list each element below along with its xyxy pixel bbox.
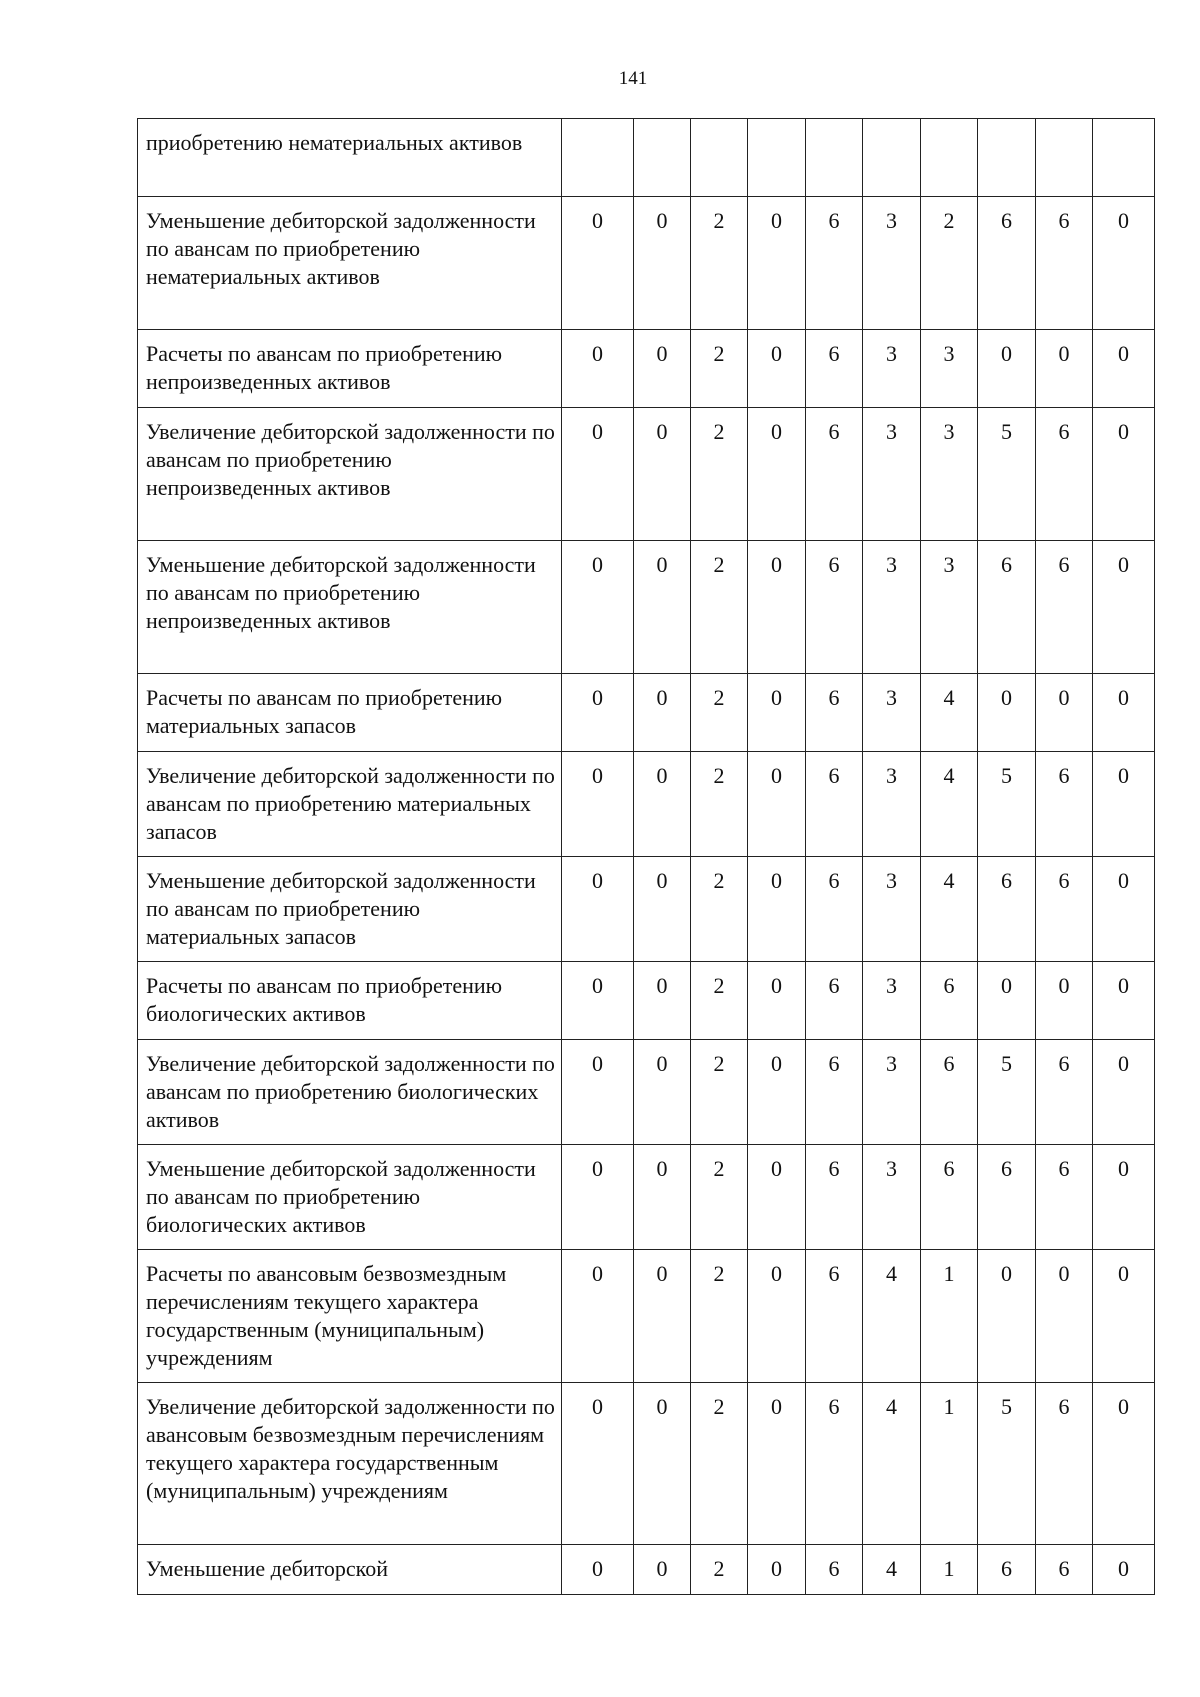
- code-digit-cell: 2: [921, 197, 978, 330]
- code-digit-cell: 0: [1036, 1250, 1093, 1383]
- code-digit-cell: 6: [1036, 1145, 1093, 1250]
- table-row: [138, 1383, 1155, 1545]
- table-row: [138, 197, 1155, 330]
- code-digit-cell: 6: [921, 1040, 978, 1145]
- row-label: Увеличение дебиторской задолженности по авансам по приобретению биологических активов: [138, 1040, 562, 1145]
- code-digit-cell: 0: [748, 1383, 806, 1545]
- code-digit-cell: 2: [691, 752, 748, 857]
- code-digit-cell: 0: [1093, 1145, 1155, 1250]
- code-digit-cell: 3: [863, 674, 921, 752]
- table-row: [138, 674, 1155, 752]
- code-digit-cell: [748, 119, 806, 197]
- code-digit-cell: 0: [562, 330, 634, 408]
- code-digit-cell: [691, 119, 748, 197]
- code-digit-cell: 0: [634, 962, 691, 1040]
- table-row: [138, 1250, 1155, 1383]
- code-digit-cell: 0: [978, 962, 1036, 1040]
- code-digit-cell: 0: [634, 541, 691, 674]
- account-codes-table: [137, 118, 1155, 1595]
- code-digit-cell: 0: [1093, 674, 1155, 752]
- code-digit-cell: 6: [806, 962, 863, 1040]
- code-digit-cell: 5: [978, 1383, 1036, 1545]
- row-label: Уменьшение дебиторской: [138, 1545, 562, 1595]
- row-label: Расчеты по авансам по приобретению непроизведенных активов: [138, 330, 562, 408]
- code-digit-cell: 6: [978, 1145, 1036, 1250]
- code-digit-cell: 0: [748, 1040, 806, 1145]
- code-digit-cell: 0: [562, 674, 634, 752]
- code-digit-cell: 0: [562, 752, 634, 857]
- code-digit-cell: 1: [921, 1250, 978, 1383]
- code-digit-cell: 6: [806, 857, 863, 962]
- table-row: [138, 962, 1155, 1040]
- code-digit-cell: 2: [691, 197, 748, 330]
- row-label: Расчеты по авансам по приобретению материальных запасов: [138, 674, 562, 752]
- code-digit-cell: 3: [863, 197, 921, 330]
- code-digit-cell: [921, 119, 978, 197]
- code-digit-cell: 6: [806, 1545, 863, 1595]
- code-digit-cell: 3: [921, 408, 978, 541]
- code-digit-cell: 0: [1036, 330, 1093, 408]
- code-digit-cell: 0: [562, 1250, 634, 1383]
- code-digit-cell: 2: [691, 1545, 748, 1595]
- code-digit-cell: 6: [1036, 1545, 1093, 1595]
- code-digit-cell: 0: [1093, 197, 1155, 330]
- row-label: Уменьшение дебиторской задолженности по авансам по приобретению материальных запасов: [138, 857, 562, 962]
- code-digit-cell: 0: [634, 752, 691, 857]
- code-digit-cell: 0: [1036, 962, 1093, 1040]
- code-digit-cell: [562, 119, 634, 197]
- code-digit-cell: 4: [921, 857, 978, 962]
- row-label: Расчеты по авансовым безвозмездным перечислениям текущего характера государственным (муниципальным) учреждениям: [138, 1250, 562, 1383]
- code-digit-cell: 6: [978, 541, 1036, 674]
- code-digit-cell: 0: [562, 197, 634, 330]
- code-digit-cell: [634, 119, 691, 197]
- row-label: Уменьшение дебиторской задолженности по авансам по приобретению биологических активов: [138, 1145, 562, 1250]
- code-digit-cell: 0: [1093, 1545, 1155, 1595]
- row-label: Увеличение дебиторской задолженности по авансам по приобретению непроизведенных активов: [138, 408, 562, 541]
- code-digit-cell: 0: [634, 330, 691, 408]
- code-digit-cell: 3: [863, 541, 921, 674]
- code-digit-cell: 6: [1036, 408, 1093, 541]
- code-digit-cell: 6: [978, 197, 1036, 330]
- code-digit-cell: 0: [748, 1145, 806, 1250]
- code-digit-cell: 3: [863, 962, 921, 1040]
- code-digit-cell: 2: [691, 1145, 748, 1250]
- code-digit-cell: 6: [1036, 1383, 1093, 1545]
- code-digit-cell: 2: [691, 330, 748, 408]
- code-digit-cell: [806, 119, 863, 197]
- code-digit-cell: 6: [1036, 1040, 1093, 1145]
- table-row: [138, 330, 1155, 408]
- code-digit-cell: 2: [691, 541, 748, 674]
- code-digit-cell: 0: [748, 1545, 806, 1595]
- code-digit-cell: 3: [863, 752, 921, 857]
- code-digit-cell: 0: [562, 857, 634, 962]
- code-digit-cell: 3: [863, 1040, 921, 1145]
- table-row: [138, 408, 1155, 541]
- code-digit-cell: 0: [1093, 857, 1155, 962]
- code-digit-cell: 0: [562, 408, 634, 541]
- code-digit-cell: 6: [806, 752, 863, 857]
- code-digit-cell: 5: [978, 1040, 1036, 1145]
- row-label: Уменьшение дебиторской задолженности по авансам по приобретению нематериальных активов: [138, 197, 562, 330]
- code-digit-cell: 2: [691, 674, 748, 752]
- row-label: Расчеты по авансам по приобретению биологических активов: [138, 962, 562, 1040]
- code-digit-cell: 0: [748, 330, 806, 408]
- code-digit-cell: 4: [921, 752, 978, 857]
- code-digit-cell: 0: [748, 1250, 806, 1383]
- row-label: приобретению нематериальных активов: [138, 119, 562, 197]
- code-digit-cell: 0: [748, 962, 806, 1040]
- code-digit-cell: 6: [806, 1250, 863, 1383]
- code-digit-cell: 0: [1036, 674, 1093, 752]
- code-digit-cell: 6: [806, 408, 863, 541]
- code-digit-cell: 1: [921, 1545, 978, 1595]
- code-digit-cell: 6: [921, 1145, 978, 1250]
- code-digit-cell: 3: [863, 408, 921, 541]
- code-digit-cell: 6: [806, 541, 863, 674]
- code-digit-cell: 0: [562, 1383, 634, 1545]
- code-digit-cell: 0: [748, 752, 806, 857]
- code-digit-cell: [1036, 119, 1093, 197]
- code-digit-cell: 3: [863, 857, 921, 962]
- code-digit-cell: 6: [978, 1545, 1036, 1595]
- code-digit-cell: 0: [634, 1040, 691, 1145]
- table-row: [138, 1145, 1155, 1250]
- code-digit-cell: 0: [1093, 330, 1155, 408]
- table-row: [138, 541, 1155, 674]
- code-digit-cell: 0: [634, 408, 691, 541]
- code-digit-cell: 4: [863, 1250, 921, 1383]
- code-digit-cell: 0: [562, 541, 634, 674]
- code-digit-cell: 0: [978, 330, 1036, 408]
- code-digit-cell: 6: [1036, 857, 1093, 962]
- code-digit-cell: 2: [691, 962, 748, 1040]
- code-digit-cell: 0: [634, 1383, 691, 1545]
- table-row: [138, 752, 1155, 857]
- code-digit-cell: 6: [978, 857, 1036, 962]
- code-digit-cell: 5: [978, 408, 1036, 541]
- code-digit-cell: 2: [691, 408, 748, 541]
- code-digit-cell: 1: [921, 1383, 978, 1545]
- code-digit-cell: 6: [1036, 752, 1093, 857]
- table-row: [138, 857, 1155, 962]
- code-digit-cell: 0: [562, 1040, 634, 1145]
- code-digit-cell: 0: [562, 1145, 634, 1250]
- code-digit-cell: 2: [691, 1250, 748, 1383]
- code-digit-cell: 0: [634, 1250, 691, 1383]
- table-row: [138, 119, 1155, 197]
- code-digit-cell: 6: [806, 330, 863, 408]
- code-digit-cell: [1093, 119, 1155, 197]
- code-digit-cell: 6: [1036, 541, 1093, 674]
- row-label: Увеличение дебиторской задолженности по авансам по приобретению материальных запасов: [138, 752, 562, 857]
- code-digit-cell: 0: [748, 857, 806, 962]
- code-digit-cell: 2: [691, 1040, 748, 1145]
- code-digit-cell: 0: [562, 962, 634, 1040]
- code-digit-cell: 0: [634, 1545, 691, 1595]
- code-digit-cell: 6: [921, 962, 978, 1040]
- code-digit-cell: 0: [1093, 1040, 1155, 1145]
- code-digit-cell: 6: [1036, 197, 1093, 330]
- code-digit-cell: 4: [921, 674, 978, 752]
- code-digit-cell: 6: [806, 674, 863, 752]
- row-label: Уменьшение дебиторской задолженности по авансам по приобретению непроизведенных активов: [138, 541, 562, 674]
- code-digit-cell: 0: [634, 857, 691, 962]
- code-digit-cell: 6: [806, 197, 863, 330]
- code-digit-cell: 3: [921, 330, 978, 408]
- code-digit-cell: 0: [748, 197, 806, 330]
- table-row: [138, 1040, 1155, 1145]
- code-digit-cell: 5: [978, 752, 1036, 857]
- code-digit-cell: [978, 119, 1036, 197]
- code-digit-cell: 0: [1093, 408, 1155, 541]
- code-digit-cell: 0: [748, 408, 806, 541]
- code-digit-cell: 3: [863, 330, 921, 408]
- code-digit-cell: 0: [1093, 541, 1155, 674]
- code-digit-cell: 0: [634, 1145, 691, 1250]
- page-number: 141: [618, 68, 648, 89]
- table-row: [138, 1545, 1155, 1595]
- code-digit-cell: 4: [863, 1383, 921, 1545]
- code-digit-cell: 0: [634, 197, 691, 330]
- code-digit-cell: 6: [806, 1040, 863, 1145]
- code-digit-cell: 2: [691, 1383, 748, 1545]
- code-digit-cell: 0: [1093, 1250, 1155, 1383]
- code-digit-cell: 6: [806, 1145, 863, 1250]
- row-label: Увеличение дебиторской задолженности по авансовым безвозмездным перечислениям текущего характера государственным (муниципальным) учреждениям: [138, 1383, 562, 1545]
- code-digit-cell: 0: [1093, 962, 1155, 1040]
- code-digit-cell: 0: [748, 674, 806, 752]
- code-digit-cell: 0: [748, 541, 806, 674]
- code-digit-cell: 0: [562, 1545, 634, 1595]
- code-digit-cell: 4: [863, 1545, 921, 1595]
- code-digit-cell: 0: [978, 1250, 1036, 1383]
- code-digit-cell: 0: [1093, 752, 1155, 857]
- code-digit-cell: 0: [634, 674, 691, 752]
- code-digit-cell: 0: [1093, 1383, 1155, 1545]
- code-digit-cell: 2: [691, 857, 748, 962]
- code-digit-cell: 0: [978, 674, 1036, 752]
- code-digit-cell: 3: [863, 1145, 921, 1250]
- code-digit-cell: [863, 119, 921, 197]
- code-digit-cell: 6: [806, 1383, 863, 1545]
- code-digit-cell: 3: [921, 541, 978, 674]
